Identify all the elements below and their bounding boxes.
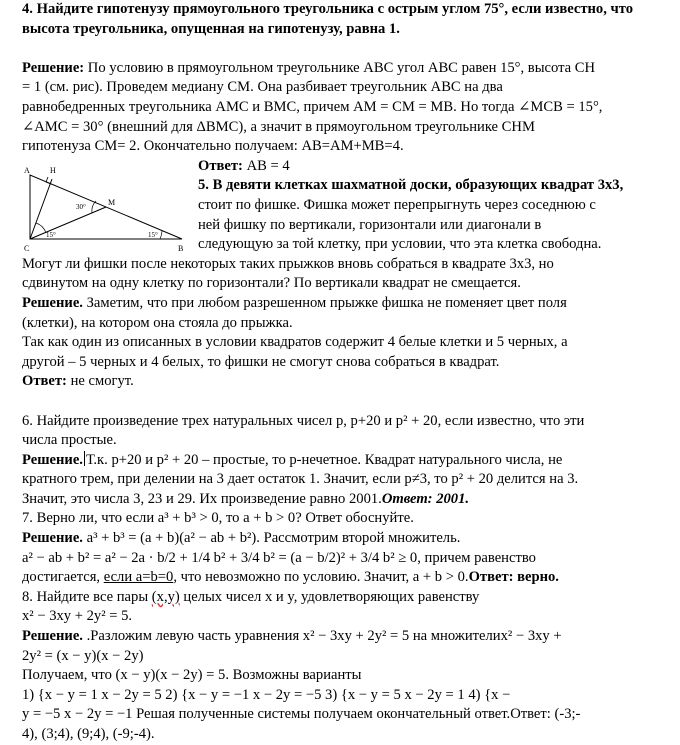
- figure-row: [22, 157, 672, 255]
- problem-4-solution-line-2: = 1 (см. рис). Проведем медиану CM. Она разбивает треугольник ABC на два: [22, 79, 503, 96]
- problem-5-solution-line-4: другой – 5 черных и 4 белых, то фишки не смогут снова собраться в квадрат.: [22, 353, 500, 370]
- problem-8-solution-line-5: y = −5 x − 2y = −1 Решая полученные системы получаем окончательный ответ.Ответ: (-3;-: [22, 706, 581, 723]
- angle-arc-b: [160, 231, 162, 239]
- problem-6-solution-line-3: Значит, это числа 3, 23 и 29. Их произведение равно 2001.Ответ: 2001.: [22, 490, 470, 507]
- problem-6-line-1: 6. Найдите произведение трех натуральных чисел p, p+20 и p² + 20, если известно, что эти: [22, 412, 585, 429]
- problem-8-solution-line-2: 2y² = (x − y)(x − 2y): [22, 647, 144, 664]
- label-b: B: [178, 243, 184, 253]
- problem-7-solution-line-2: a² − ab + b² = a² − 2a · b/2 + 1/4 b² + 3/4 b² = (a − b/2)² + 3/4 b² ≥ 0, причем равенство: [22, 549, 536, 566]
- problem-4-solution-line-1: Решение: По условию в прямоугольном треугольнике ABC угол ABC равен 15°, высота CH: [22, 59, 596, 76]
- label-angle-30: 30°: [76, 202, 86, 211]
- problem-4-solution-line-5: гипотенуза CM= 2. Окончательно получаем: AB=AM+MB=4.: [22, 138, 404, 155]
- problem-8-solution-line-1: Решение. .Разложим левую часть уравнения x² − 3xy + 2y² = 5 на множителиx² − 3xy +: [22, 628, 562, 645]
- median-cm: [30, 207, 106, 239]
- problem-5-solution-line-1: Решение. Заметим, что при любом разрешенном прыжке фишка не поменяет цвет поля: [22, 294, 567, 311]
- problem-5-solution-line-3: Так как один из описанных в условии квадратов содержит 4 белые клетки и 5 черных, а: [22, 334, 568, 351]
- problem-8-line-1: 8. Найдите все пары (х,у) целых чисел x и y, удовлетворяющих равенству: [22, 588, 480, 605]
- label-m: M: [108, 197, 116, 207]
- angle-arc-c: [36, 223, 46, 233]
- problem-5-line-6: сдвинутом на одну клетку по горизонтали? По вертикали квадрат не смещается.: [22, 275, 521, 292]
- figure-side-text: [198, 157, 672, 255]
- problem-4-solution-line-4: ∠AMC = 30° (внешний для ΔBMC), а значит в прямоугольном треугольнике CHM: [22, 118, 535, 135]
- label-a: A: [24, 165, 30, 175]
- problem-5-line-1: 5. В девяти клетках шахматной доски, образующих квадрат 3х3,: [198, 177, 624, 194]
- triangle-figure: [22, 157, 194, 255]
- problem-5-line-3: ней фишку по вертикали, горизонтали или диагонали в: [198, 216, 542, 233]
- text-cursor: [84, 451, 85, 466]
- problem-5-solution-line-2: (клетки), на котором она стояла до прыжка.: [22, 314, 293, 331]
- problem-5-line-2: стоит по фишке. Фишка может перепрыгнуть через соседнюю с: [198, 196, 596, 213]
- problem-5-line-4: следующую за той клетку, при условии, что эта клетка свободна.: [198, 236, 602, 253]
- problem-4-task: 4. Найдите гипотенузу прямоугольного треугольника с острым углом 75°, если известно, что высота треугольника, опущенная на гипотенузу, равна 1.: [22, 1, 634, 37]
- problem-6-solution-line-2: кратного трем, при делении на 3 дает остаток 1. Значит, если p≠3, то p² + 20 делится на 3.: [22, 471, 579, 488]
- label-h: H: [50, 165, 56, 175]
- problem-7-solution-line-3: достигается, если a=b=0, что невозможно по условию. Значит, a + b > 0.Ответ: верно.: [22, 569, 559, 586]
- problem-4-solution-line-3: равнобедренных треугольника AMC и BMC, причем AM = CM = MB. Но тогда ∠MCB = 15°,: [22, 98, 603, 115]
- problem-7-line-1: 7. Верно ли, что если a³ + b³ > 0, то a + b > 0? Ответ обоснуйте.: [22, 510, 414, 527]
- label-angle-15-c: 15°: [46, 230, 56, 239]
- problem-6-line-2: числа простые.: [22, 432, 117, 449]
- problem-8-solution-line-4: 1) {x − y = 1 x − 2y = 5 2) {x − y = −1 x − 2y = −5 3) {x − y = 5 x − 2y = 1 4) {x −: [22, 686, 511, 703]
- problem-8-line-2: x² − 3xy + 2y² = 5.: [22, 608, 133, 625]
- problem-4-answer: Ответ: AB = 4: [198, 157, 290, 174]
- problem-5-line-5: Могут ли фишки после некоторых таких прыжков вновь собраться в квадрате 3х3, но: [22, 255, 554, 272]
- altitude-ch: [30, 179, 52, 239]
- label-angle-15-b: 15°: [148, 230, 158, 239]
- problem-8-solution-line-3: Получаем, что (x − y)(x − 2y) = 5. Возможны варианты: [22, 667, 362, 684]
- label-c: C: [24, 243, 30, 253]
- problem-6-solution-line-1: Решение. Т.к. p+20 и p² + 20 – простые, то p-нечетное. Квадрат натурального числа, не: [22, 451, 563, 468]
- problem-7-solution-line-1: Решение. a³ + b³ = (a + b)(a² − ab + b²). Рассмотрим второй множитель.: [22, 530, 461, 547]
- problem-8-solution-line-6: 4), (3;4), (9;4), (-9;-4).: [22, 726, 155, 742]
- problem-5-answer: Ответ: не смогут.: [22, 373, 134, 390]
- document-page: [22, 0, 672, 745]
